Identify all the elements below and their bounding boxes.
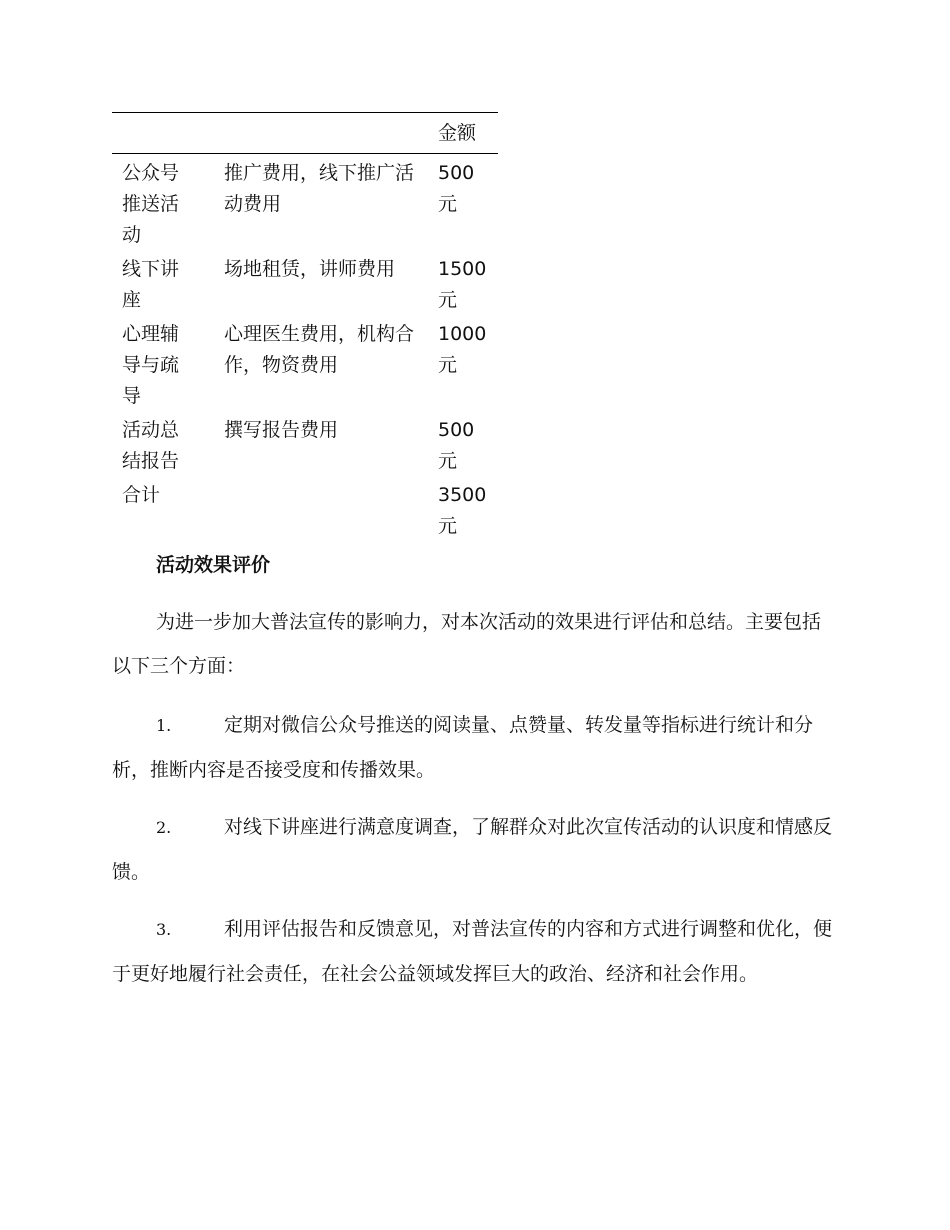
cell-text: 线下讲座 xyxy=(122,258,180,311)
cell-text: 3500元 xyxy=(438,484,487,537)
table-cell-item xyxy=(112,316,224,412)
table-row xyxy=(112,316,498,412)
cell-text: 1500元 xyxy=(438,258,487,311)
table-cell-content xyxy=(224,251,438,316)
section-heading: 活动效果评价 xyxy=(156,554,271,576)
list-item xyxy=(112,805,836,895)
cell-text: 500元 xyxy=(438,419,475,472)
table-cell-item xyxy=(112,477,224,542)
list-item xyxy=(112,907,836,997)
table-cell-amount xyxy=(438,477,498,542)
table-cell-content xyxy=(224,316,438,412)
table-row xyxy=(112,412,498,477)
list-item xyxy=(112,703,836,793)
table-cell-amount xyxy=(438,316,498,412)
table-cell-content xyxy=(224,412,438,477)
list-text: 利用评估报告和反馈意见，对普法宣传的内容和方式进行调整和优化，便于更好地履行社会责任，在社会公益领域发挥巨大的政治、经济和社会作用。 xyxy=(112,918,833,985)
cell-text: 撰写报告费用 xyxy=(224,419,339,441)
table-cell-item xyxy=(112,251,224,316)
cell-text: 公众号推送活动 xyxy=(122,162,180,246)
cell-text: 500元 xyxy=(438,162,475,215)
cell-text: 1000元 xyxy=(438,323,487,376)
intro-paragraph: 为进一步加大普法宣传的影响力，对本次活动的效果进行评估和总结。主要包括以下三个方面： xyxy=(112,611,822,677)
table-header-row xyxy=(112,113,498,154)
header-cell-content xyxy=(224,113,438,154)
table-row-total xyxy=(112,477,498,542)
cell-text: 心理医生费用，机构合作，物资费用 xyxy=(224,323,415,376)
table-cell-content xyxy=(224,154,438,252)
table-cell-amount xyxy=(438,154,498,252)
table-row xyxy=(112,251,498,316)
cell-text: 活动总结报告 xyxy=(122,419,180,472)
cell-text: 推广费用，线下推广活动费用 xyxy=(224,162,415,215)
cell-text: 场地租赁，讲师费用 xyxy=(224,258,396,280)
list-number: 1. xyxy=(156,716,172,735)
list-number: 2. xyxy=(156,818,172,837)
table-cell-amount xyxy=(438,412,498,477)
list-text: 定期对微信公众号推送的阅读量、点赞量、转发量等指标进行统计和分析，推断内容是否接受度和传播效果。 xyxy=(112,714,814,781)
cell-text: 合计 xyxy=(122,484,161,506)
table-cell-content xyxy=(224,477,438,542)
table-cell-item xyxy=(112,154,224,252)
header-cell-item xyxy=(112,113,224,154)
list-number: 3. xyxy=(156,920,172,939)
table-row xyxy=(112,154,498,252)
table-cell-item xyxy=(112,412,224,477)
budget-table xyxy=(112,112,498,542)
cell-text: 心理辅导与疏导 xyxy=(122,323,180,407)
list-text: 对线下讲座进行满意度调查，了解群众对此次宣传活动的认识度和情感反馈。 xyxy=(112,816,833,883)
header-cell-amount: 金额 xyxy=(438,122,477,144)
table-cell-amount xyxy=(438,251,498,316)
